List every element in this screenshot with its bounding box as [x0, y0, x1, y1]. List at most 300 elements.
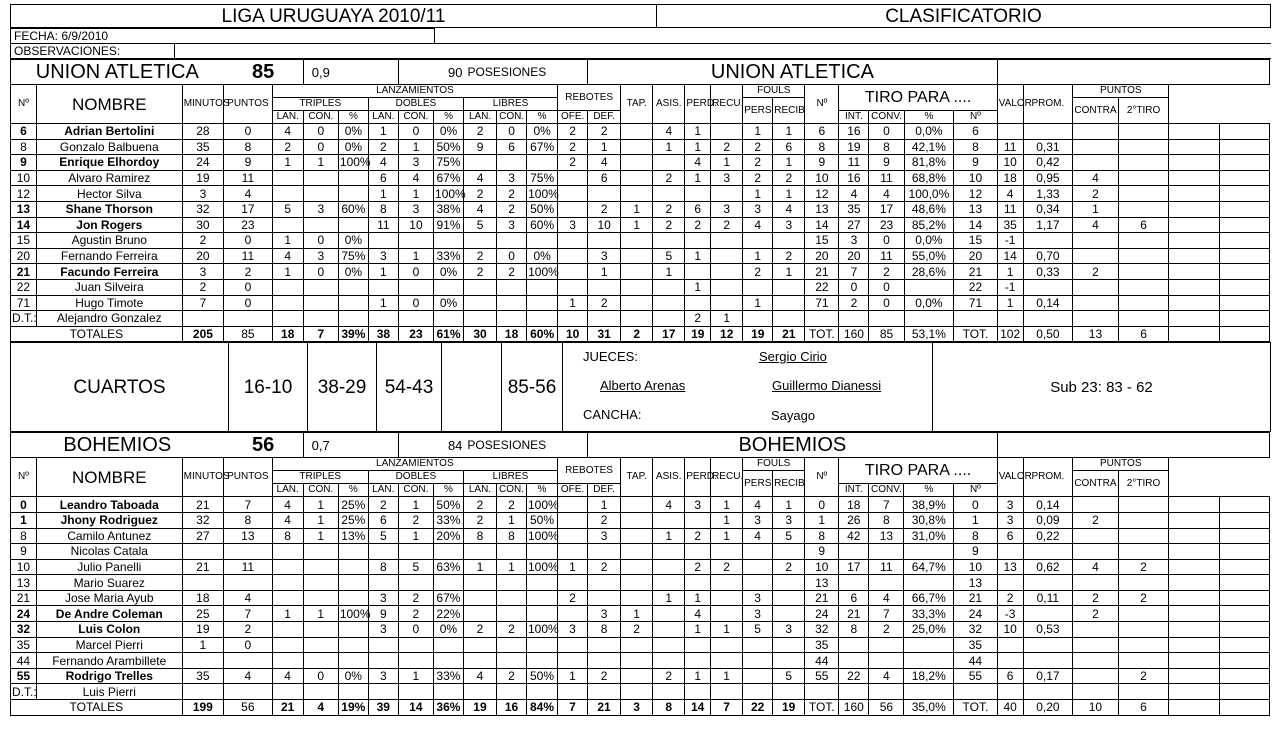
player-tp	[338, 295, 368, 311]
player-tpc: 38,9%	[904, 497, 954, 513]
player-tcv: 0	[869, 233, 904, 249]
player-fr: 1	[773, 186, 805, 202]
player-re	[711, 295, 743, 311]
player-no: 55	[11, 668, 37, 684]
total-val: 102	[997, 326, 1023, 342]
player-tap	[621, 590, 653, 606]
player-tcv	[869, 575, 904, 591]
player-dp	[433, 637, 463, 653]
player-n3: 55	[954, 668, 998, 684]
totals-row	[11, 326, 1270, 342]
player-pe: 4	[685, 606, 711, 622]
col-fouls-received: RECIB	[773, 98, 805, 124]
player-tpc: 30,8%	[904, 512, 954, 528]
player-of	[558, 248, 588, 264]
player-n3: 35	[954, 637, 998, 653]
player-as	[653, 295, 685, 311]
player-fr: 4	[773, 201, 805, 217]
player-lc: 0	[497, 124, 527, 140]
player-ll: 4	[464, 201, 497, 217]
player-name: De Andre Coleman	[36, 606, 182, 622]
player-min: 27	[182, 528, 223, 544]
player-ti: 35	[839, 201, 869, 217]
player-tp: 75%	[338, 248, 368, 264]
player-tpc: 25,0%	[904, 622, 954, 638]
player-seg: 2	[1118, 590, 1169, 606]
player-min: 21	[182, 497, 223, 513]
player-con: 4	[1073, 559, 1119, 575]
player-fp	[743, 653, 773, 669]
player-tp	[338, 653, 368, 669]
player-tc: 0	[303, 139, 338, 155]
col-minutes: MINUTOS	[182, 458, 223, 497]
player-name: Alvaro Ramirez	[36, 170, 182, 186]
player-pe: 1	[685, 668, 711, 684]
player-dl: 6	[368, 170, 398, 186]
col-minutes: MINUTOS	[182, 85, 223, 124]
player-lc	[497, 575, 527, 591]
player-name: Agustin Bruno	[36, 233, 182, 249]
player-tp	[338, 575, 368, 591]
quarter-3: 54-43	[377, 343, 442, 432]
player-seg	[1118, 512, 1169, 528]
player-val: -1	[997, 233, 1023, 249]
player-seg	[1118, 186, 1169, 202]
col-average: PROM.	[1023, 85, 1073, 124]
referees-label: JUECES:	[583, 349, 638, 365]
player-tap	[621, 248, 653, 264]
player-de: 2	[588, 201, 621, 217]
player-dp	[434, 279, 464, 295]
total-tcv: 85	[869, 326, 904, 342]
player-tp	[338, 637, 368, 653]
totals-label: TOTALES	[11, 326, 183, 342]
player-pro: 0,62	[1023, 559, 1073, 575]
player-min: 24	[182, 155, 223, 171]
player-tl: 8	[272, 528, 303, 544]
team-name-right: BOHEMIOS	[588, 433, 998, 458]
player-n3: 0	[954, 497, 998, 513]
phase-title: CLASIFICATORIO	[657, 5, 1271, 28]
col-points-right: PUNTOS	[1073, 85, 1169, 98]
player-re	[711, 637, 743, 653]
player-row	[11, 201, 1270, 217]
player-tcv: 11	[869, 248, 904, 264]
player-tc: 0	[303, 264, 338, 280]
player-tcv: 4	[869, 186, 904, 202]
player-tap: 1	[621, 217, 653, 233]
player-no: 32	[11, 622, 37, 638]
player-dp: 63%	[433, 559, 463, 575]
player-con	[1073, 575, 1119, 591]
player-fp: 4	[743, 497, 773, 513]
subcol-con-1: CON.	[303, 111, 338, 124]
player-min: 25	[182, 606, 223, 622]
player-pts: 0	[224, 124, 273, 140]
player-de	[588, 637, 621, 653]
player-tap: 1	[621, 201, 653, 217]
player-dl: 3	[368, 622, 398, 638]
player-ll: 5	[464, 217, 497, 233]
total-ti: 160	[839, 700, 869, 716]
col-no: Nº	[11, 85, 37, 124]
player-dc: 5	[398, 559, 433, 575]
player-tcv: 0	[869, 124, 904, 140]
player-n3: 21	[954, 590, 998, 606]
subcol-def-10: DEF.	[588, 111, 621, 124]
player-no: 9	[11, 544, 37, 560]
date-label: FECHA: 6/9/2010	[11, 29, 435, 44]
player-as: 4	[653, 124, 685, 140]
player-lp: 100%	[528, 497, 559, 512]
player-tp: 25%	[338, 512, 368, 528]
player-ti: 3	[839, 233, 869, 249]
court-name: Sayago	[771, 408, 816, 424]
player-dl	[368, 544, 398, 560]
player-tpc	[904, 279, 954, 295]
player-min	[182, 653, 223, 669]
player-dl: 6	[368, 512, 398, 528]
player-tc: 1	[303, 512, 338, 528]
player-of	[558, 170, 588, 186]
player-de	[588, 653, 621, 669]
player-tl	[272, 217, 303, 233]
total-tp: 39%	[338, 326, 368, 342]
player-pro	[1023, 637, 1073, 653]
player-min: 7	[182, 295, 223, 311]
team-name: BOHEMIOS	[11, 433, 224, 458]
player-lp: 50%	[527, 668, 558, 684]
player-lp: 100%	[528, 264, 559, 279]
player-min: 35	[182, 668, 223, 684]
player-val: 14	[997, 248, 1023, 264]
player-dc	[398, 279, 433, 295]
player-name: Leandro Taboada	[36, 497, 182, 513]
player-fr: 2	[773, 248, 805, 264]
player-fp: 1	[743, 186, 773, 202]
player-tl: 4	[272, 512, 303, 528]
subcol-pct-8: %	[527, 111, 558, 124]
player-de: 2	[588, 559, 621, 575]
subcol-con-7: CON.	[497, 484, 527, 497]
player-ti: 22	[839, 668, 869, 684]
player-of	[558, 279, 588, 295]
player-fr	[773, 653, 805, 669]
referee-3: Guillermo Dianessi	[772, 378, 882, 394]
total-tp: 19%	[338, 700, 368, 716]
player-tcv: 13	[869, 528, 904, 544]
player-de	[588, 575, 621, 591]
player-n3: 21	[954, 264, 998, 280]
col-points-right: PUNTOS	[1073, 458, 1169, 471]
player-pe: 6	[685, 201, 711, 217]
player-ti: 18	[839, 497, 869, 513]
player-pts: 2	[224, 264, 273, 280]
player-fp	[743, 637, 773, 653]
team-ratio: 0,9	[303, 60, 398, 85]
player-seg	[1118, 497, 1169, 513]
player-fr	[773, 575, 805, 591]
player-as: 1	[653, 139, 685, 155]
player-n2: 24	[805, 606, 839, 622]
player-val: 1	[997, 264, 1023, 280]
subcol-shot-conv: CONV.	[869, 484, 904, 497]
player-tpc: 0,0%	[904, 295, 954, 311]
player-lp	[527, 544, 558, 560]
player-tpc: 85,2%	[904, 217, 954, 233]
player-as	[653, 512, 685, 528]
player-dl: 8	[368, 559, 398, 575]
player-no: 13	[11, 201, 37, 217]
player-no: 20	[11, 248, 37, 264]
total-fp: 22	[743, 700, 773, 716]
player-min: 2	[182, 279, 223, 295]
subcol-pct-5: %	[434, 111, 464, 124]
player-pro: 1,33	[1023, 186, 1073, 202]
total-lc: 16	[497, 700, 527, 716]
player-val: 4	[997, 186, 1023, 202]
player-tl: 1	[272, 264, 303, 280]
player-dc	[398, 544, 433, 560]
player-of	[558, 528, 588, 544]
player-de: 2	[588, 668, 621, 684]
player-n3: 13	[954, 201, 998, 217]
player-lc: 2	[497, 622, 527, 638]
player-tl	[272, 186, 303, 202]
totals-row	[11, 700, 1270, 716]
player-con	[1073, 653, 1119, 669]
player-row	[11, 497, 1270, 513]
player-seg	[1118, 201, 1169, 217]
player-tap	[621, 233, 653, 249]
player-tl	[272, 653, 303, 669]
player-no: 44	[11, 653, 37, 669]
player-dp: 33%	[433, 512, 463, 528]
quarter-1: 16-10	[229, 343, 308, 432]
player-ll	[463, 653, 496, 669]
player-pe: 3	[685, 497, 711, 513]
player-tc: 0	[303, 233, 338, 249]
total-tc: 7	[303, 326, 338, 342]
total-lc: 18	[497, 326, 527, 342]
player-of	[558, 653, 588, 669]
player-dc: 10	[398, 217, 433, 233]
player-row	[11, 264, 1270, 280]
total-label-2: TOT.	[805, 700, 839, 716]
player-n2: 21	[805, 264, 839, 280]
officials	[563, 343, 933, 432]
player-ll	[464, 279, 497, 295]
player-dl: 1	[368, 264, 398, 280]
player-tcv: 4	[869, 668, 904, 684]
player-name: Shane Thorson	[36, 201, 182, 217]
player-dc: 0	[398, 124, 433, 140]
player-tpc: 31,0%	[904, 528, 954, 544]
player-dl: 1	[368, 186, 398, 202]
player-ll: 9	[464, 139, 497, 155]
player-fp: 2	[743, 264, 773, 280]
team1-block	[10, 59, 1270, 342]
player-name: Enrique Elhordoy	[36, 155, 182, 171]
player-tap	[621, 264, 653, 280]
player-ll	[463, 575, 496, 591]
player-lc	[497, 590, 527, 606]
player-re	[711, 186, 743, 202]
player-tl	[272, 637, 303, 653]
player-tc: 0	[303, 124, 338, 140]
player-of: 3	[558, 622, 588, 638]
total-lp: 60%	[527, 326, 558, 342]
player-tp: 25%	[338, 497, 368, 513]
player-tcv: 0	[869, 295, 904, 311]
player-lc: 2	[497, 497, 527, 513]
player-no: 35	[11, 637, 37, 653]
player-pro: 0,70	[1023, 248, 1073, 264]
coach-steals	[711, 684, 743, 700]
player-lp	[527, 637, 558, 653]
player-dp: 22%	[433, 606, 463, 622]
player-n2: 6	[805, 124, 839, 140]
player-dc	[398, 575, 433, 591]
total-pts: 85	[224, 326, 273, 342]
player-de: 1	[588, 139, 621, 155]
player-as: 2	[653, 668, 685, 684]
player-lp	[527, 155, 558, 171]
player-n2: 12	[805, 186, 839, 202]
player-val	[997, 637, 1023, 653]
player-dp: 0%	[433, 622, 463, 638]
player-pe	[685, 295, 711, 311]
player-n3: 22	[954, 279, 998, 295]
player-n3: 10	[954, 170, 998, 186]
player-re: 1	[711, 155, 743, 171]
player-fr: 2	[773, 170, 805, 186]
total-dc: 23	[398, 326, 433, 342]
player-ti	[839, 544, 869, 560]
col-rebounds: REBOTES	[558, 85, 621, 111]
subcol-shot-int: INT.	[839, 111, 869, 124]
player-no: 8	[11, 139, 37, 155]
subcol-lan-6: LAN.	[464, 111, 497, 124]
player-dl: 1	[368, 295, 398, 311]
player-row	[11, 512, 1270, 528]
player-of	[558, 233, 588, 249]
player-tpc	[904, 637, 954, 653]
col-rebounds: REBOTES	[558, 458, 621, 484]
total-tap: 3	[621, 700, 653, 716]
subcol-con-4: CON.	[398, 484, 433, 497]
player-dc: 1	[398, 668, 433, 684]
player-dp: 75%	[434, 155, 464, 171]
player-fp: 3	[743, 201, 773, 217]
player-row	[11, 590, 1270, 606]
player-re	[711, 248, 743, 264]
player-lp	[527, 279, 558, 295]
player-tap	[621, 575, 653, 591]
total-label-3: TOT.	[954, 326, 998, 342]
player-as	[653, 606, 685, 622]
col-shooting: TIRO PARA ....	[839, 458, 997, 484]
total-de: 31	[588, 326, 621, 342]
coach-name: Alejandro Gonzalez	[36, 311, 182, 327]
player-as	[653, 155, 685, 171]
player-con	[1073, 622, 1119, 638]
player-ti: 0	[839, 279, 869, 295]
player-tp	[338, 559, 368, 575]
player-no: 21	[11, 590, 37, 606]
player-pts: 0	[224, 295, 273, 311]
player-pro	[1023, 124, 1073, 140]
player-tcv: 9	[869, 155, 904, 171]
col-second-shot: 2°TIRO	[1118, 98, 1169, 124]
player-pe	[685, 544, 711, 560]
player-no: 71	[11, 295, 37, 311]
player-tap	[621, 559, 653, 575]
player-re	[711, 544, 743, 560]
player-of	[558, 512, 588, 528]
player-val	[997, 653, 1023, 669]
player-lp: 50%	[527, 512, 558, 528]
player-tcv: 11	[869, 170, 904, 186]
player-ll: 4	[464, 170, 497, 186]
player-row	[11, 124, 1270, 140]
col-fouls-committed: PERS	[743, 471, 773, 497]
player-con	[1073, 233, 1119, 249]
player-min	[182, 544, 223, 560]
total-fr: 19	[773, 700, 805, 716]
player-fr: 5	[773, 668, 805, 684]
player-tap	[621, 139, 653, 155]
subcol-pct-2: %	[338, 111, 368, 124]
quarters-table	[10, 342, 1271, 432]
player-lp	[527, 590, 558, 606]
player-seg	[1118, 264, 1169, 280]
player-tp	[338, 622, 368, 638]
quarter-4	[442, 343, 502, 432]
player-dp: 100%	[435, 186, 466, 201]
player-con	[1073, 637, 1119, 653]
total-dc: 14	[398, 700, 433, 716]
col-turnovers: PERD.	[685, 458, 711, 497]
player-no: 10	[11, 559, 37, 575]
player-val: 11	[997, 201, 1023, 217]
player-row	[11, 637, 1270, 653]
player-ti: 16	[839, 124, 869, 140]
player-lp	[527, 233, 558, 249]
player-n2: 1	[805, 512, 839, 528]
player-tc	[303, 295, 338, 311]
player-dc: 2	[398, 512, 433, 528]
player-tc	[303, 279, 338, 295]
total-label-2: TOT.	[805, 326, 839, 342]
total-ll: 30	[464, 326, 497, 342]
total-tl: 18	[272, 326, 303, 342]
player-val: 1	[997, 295, 1023, 311]
player-of	[558, 544, 588, 560]
player-as	[653, 575, 685, 591]
player-dl	[368, 575, 398, 591]
player-pe: 1	[685, 279, 711, 295]
player-of	[558, 201, 588, 217]
player-no: 12	[11, 186, 37, 202]
player-tpc: 64,7%	[904, 559, 954, 575]
total-de: 21	[588, 700, 621, 716]
player-tc	[303, 170, 338, 186]
player-of: 2	[558, 124, 588, 140]
player-dp: 67%	[434, 170, 464, 186]
player-ti: 8	[839, 622, 869, 638]
player-fp: 3	[743, 590, 773, 606]
